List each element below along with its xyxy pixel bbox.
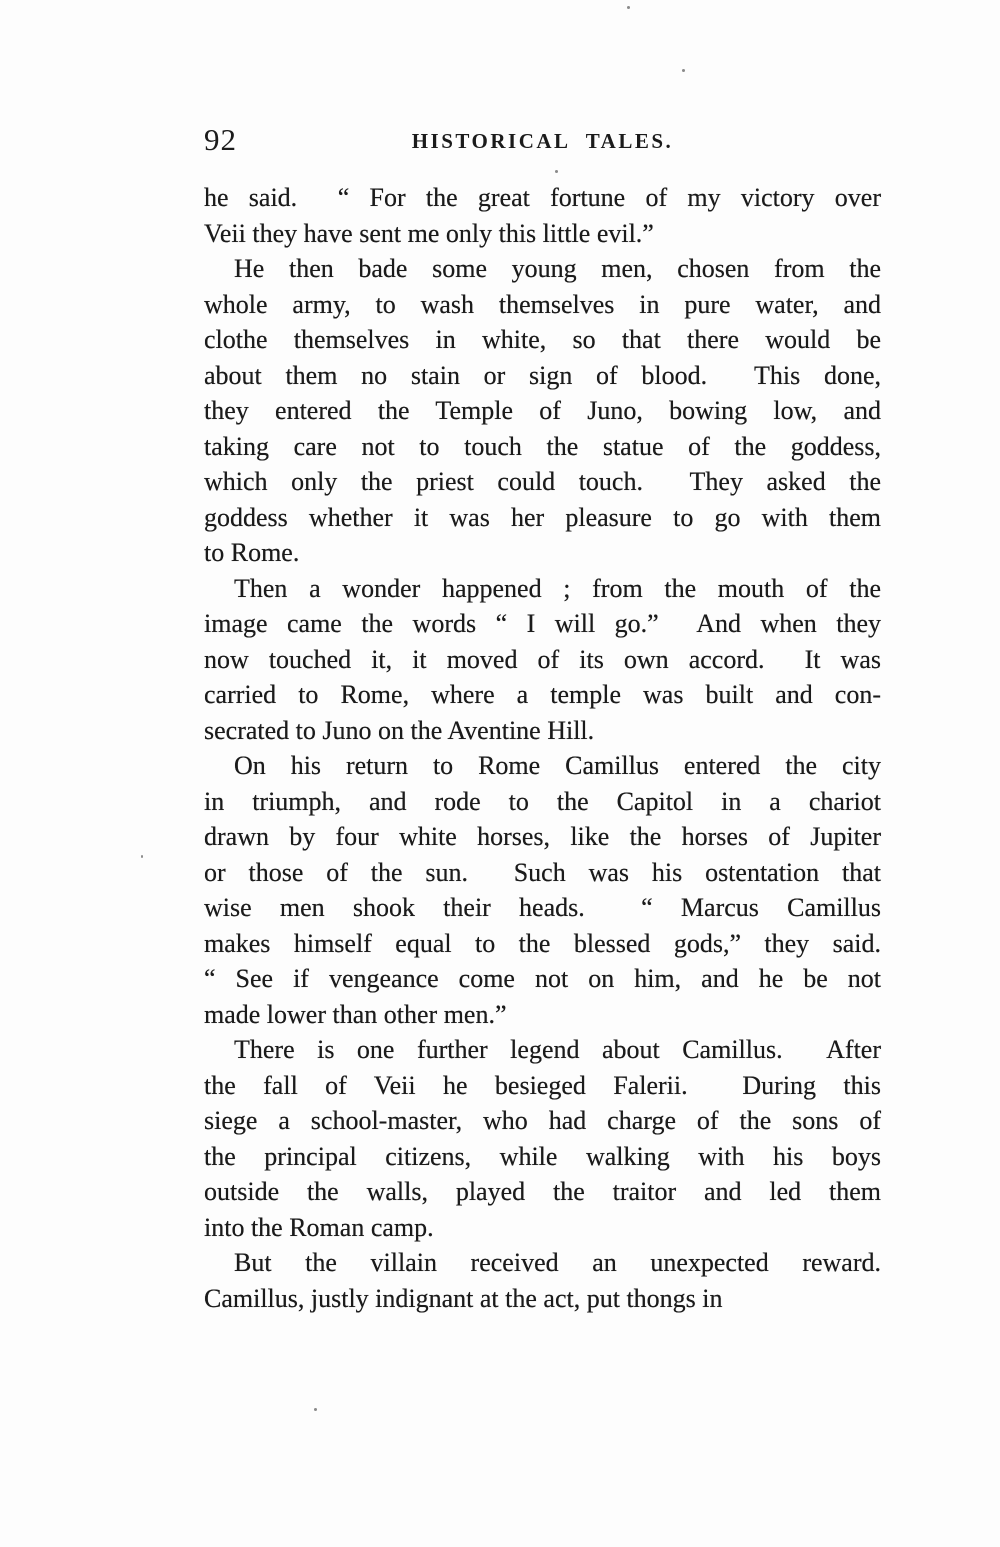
text-line: the principal citizens, while walking with his boys (204, 1141, 881, 1171)
page-header (204, 120, 881, 162)
text-line: about them no stain or sign of blood. This done, (204, 360, 881, 390)
text-line: secrated to Juno on the Aventine Hill. (204, 715, 595, 745)
scan-speck (314, 1408, 317, 1411)
page-body (204, 180, 881, 1316)
text-line: which only the priest could touch. They asked the (204, 467, 881, 496)
text-line: or those of the sun. Such was his ostentation that (204, 857, 881, 887)
text-line: to Rome. (204, 538, 300, 567)
text-line: “ See if vengeance come not on him, and he be not (204, 964, 881, 993)
text-line: wise men shook their heads. “ Marcus Camillus (204, 893, 881, 922)
page-number: 92 (204, 122, 237, 157)
text-line: now touched it, it moved of its own accord. It was (204, 644, 881, 674)
paragraph (204, 180, 881, 251)
text-line: He then bade some young men, chosen from the (234, 254, 881, 283)
text-line: There is one further legend about Camillus. After (234, 1035, 881, 1064)
text-line: carried to Rome, where a temple was built and con- (204, 680, 881, 709)
text-line: makes himself equal to the blessed gods,” they said. (204, 928, 881, 958)
paragraph (204, 1032, 881, 1245)
text-line: he said. “ For the great fortune of my victory over (204, 183, 881, 212)
paragraph (204, 571, 881, 749)
scan-speck (682, 69, 685, 72)
text-line: the fall of Veii he besieged Falerii. During this (204, 1070, 881, 1100)
text-line: clothe themselves in white, so that there would be (204, 325, 881, 354)
scan-speck (141, 855, 143, 858)
scan-speck (627, 6, 630, 9)
text-line: Veii they have sent me only this little evil.” (204, 218, 654, 248)
text-line: siege a school-master, who had charge of the sons of (204, 1106, 881, 1135)
scan-speck (555, 170, 558, 173)
text-line: taking care not to touch the statue of the goddess, (204, 431, 881, 461)
text-line: outside the walls, played the traitor and led them (204, 1177, 881, 1206)
text-line: On his return to Rome Camillus entered the city (234, 751, 881, 780)
text-line: into the Roman camp. (204, 1212, 434, 1242)
paragraph (204, 1245, 881, 1316)
paragraph (204, 251, 881, 571)
text-line: whole army, to wash themselves in pure water, and (204, 289, 881, 319)
text-line: But the villain received an unexpected reward. (234, 1248, 881, 1277)
text-line: Camillus, justly indignant at the act, put thongs in (204, 1283, 723, 1313)
paragraph (204, 748, 881, 1032)
text-line: they entered the Temple of Juno, bowing low, and (204, 396, 881, 425)
text-line: goddess whether it was her pleasure to go with them (204, 502, 881, 532)
text-line: image came the words “ I will go.” And when they (204, 609, 881, 638)
text-line: made lower than other men.” (204, 999, 507, 1029)
text-line: in triumph, and rode to the Capitol in a chariot (204, 786, 881, 816)
text-line: drawn by four white horses, like the horses of Jupiter (204, 822, 881, 851)
running-title: HISTORICAL TALES. (411, 129, 674, 153)
text-line: Then a wonder happened ; from the mouth of the (234, 573, 881, 603)
